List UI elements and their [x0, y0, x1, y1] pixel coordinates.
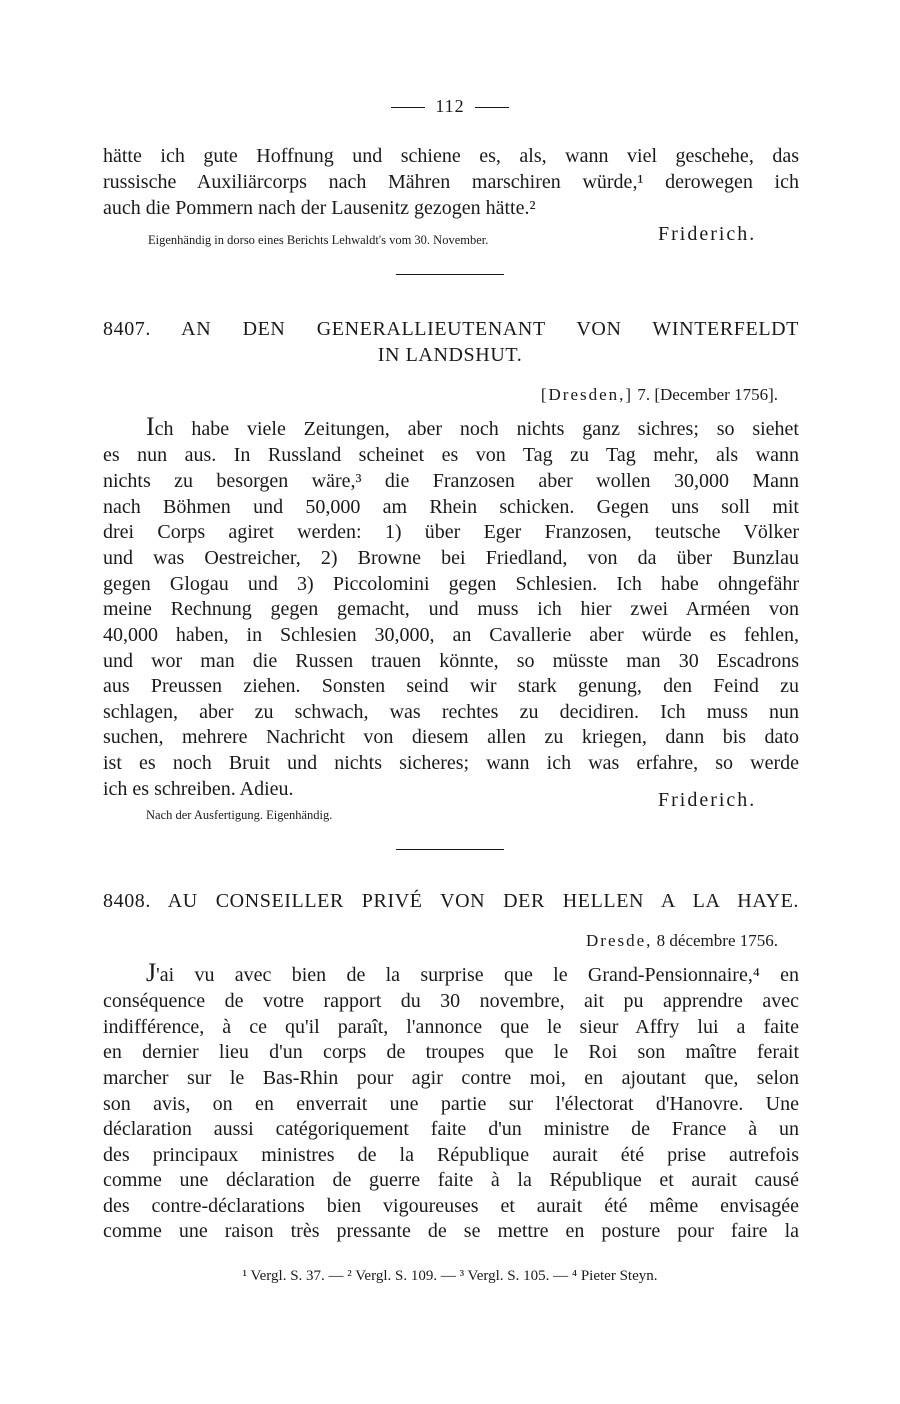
- text-line: hätte ich gute Hoffnung und schiene es, als, wann viel geschehe, das: [103, 145, 799, 167]
- text-line: und was Oestreicher, 2) Browne bei Friedland, von da über Bunzlau: [103, 547, 799, 569]
- text-line: ich es schreiben. Adieu.: [103, 778, 294, 800]
- text-line: ist es noch Bruit und nichts sicheres; wann ich was erfahre, so werde: [103, 752, 799, 774]
- text-line: nichts zu besorgen wäre,³ die Franzosen aber wollen 30,000 Mann: [103, 470, 799, 492]
- text-line: und wor man die Russen trauen könnte, so müsste man 30 Escadrons: [103, 650, 799, 672]
- text-line: 40,000 haben, in Schlesien 30,000, an Cavallerie aber würde es fehlen,: [103, 624, 799, 646]
- text-line: suchen, mehrere Nachricht von diesem allen zu kriegen, dann bis dato: [103, 726, 799, 748]
- first-line: [146, 412, 799, 442]
- source-note: Eigenhändig in dorso eines Berichts Lehwaldt's vom 30. November.: [148, 233, 489, 247]
- page-number: 112: [435, 96, 465, 116]
- text-line: des contre-déclarations bien vigoureuses et aurait été même envisagée: [103, 1195, 799, 1217]
- letter-heading-line2: IN LANDSHUT.: [377, 344, 523, 366]
- text-line: nach Böhmen und 50,000 am Rhein schicken. Gegen uns soll mit: [103, 496, 799, 518]
- letter-heading: 8407. AN DEN GENERALLIEUTENANT VON WINTERFELDT: [103, 318, 799, 340]
- date-place: [Dresden,]: [540, 385, 634, 404]
- date-text: 8 décembre 1756.: [656, 931, 778, 950]
- text-line: auch die Pommern nach der Lausenitz gezogen hätte.²: [103, 197, 536, 219]
- text-line: gegen Glogau und 3) Piccolomini gegen Schlesien. Ich habe ohngefähr: [103, 573, 799, 595]
- signature: Friderich.: [658, 223, 757, 245]
- date-text: 7. [December 1756].: [637, 385, 778, 404]
- text-line: des principaux ministres de la République aurait été prise autrefois: [103, 1144, 799, 1166]
- initial-letter: I: [146, 412, 155, 441]
- footnotes: ¹ Vergl. S. 37. — ² Vergl. S. 109. — ³ Vergl. S. 105. — ⁴ Pieter Steyn.: [242, 1268, 658, 1284]
- text-line: drei Corps agiret werden: 1) über Eger Franzosen, teutsche Völker: [103, 521, 799, 543]
- text-line: es nun aus. In Russland scheinet es von Tag zu Tag mehr, als wann: [103, 444, 799, 466]
- text-line: russische Auxiliärcorps nach Mähren marschiren würde,¹ derowegen ich: [103, 171, 799, 193]
- text-line: en dernier lieu d'un corps de troupes que le Roi son maître ferait: [103, 1041, 799, 1063]
- text-line: aus Preussen ziehen. Sonsten seind wir stark genung, den Feind zu: [103, 675, 799, 697]
- source-note: Nach der Ausfertigung. Eigenhändig.: [146, 808, 333, 822]
- dateline: [541, 385, 778, 405]
- first-line-text: ch habe viele Zeitungen, aber noch nichts ganz sichres; so siehet: [154, 418, 799, 440]
- dateline: [586, 931, 778, 951]
- text-line: son avis, on en enverrait une partie sur l'électorat d'Hanovre. Une: [103, 1093, 799, 1115]
- first-line: [146, 958, 799, 988]
- first-line-text: 'ai vu avec bien de la surprise que le Grand-Pensionnaire,⁴ en: [156, 964, 799, 986]
- header-dash-right: [475, 107, 509, 108]
- text-line: comme une raison très pressante de se mettre en posture pour faire la: [103, 1220, 799, 1242]
- letter-heading: 8408. AU CONSEILLER PRIVÉ VON DER HELLEN A LA HAYE.: [103, 890, 799, 912]
- date-place: Dresde,: [586, 931, 653, 950]
- initial-letter: J: [146, 958, 157, 987]
- page-header: [0, 96, 900, 117]
- text-line: conséquence de votre rapport du 30 novembre, ait pu apprendre avec: [103, 990, 799, 1012]
- header-dash-left: [391, 107, 425, 108]
- text-line: meine Rechnung gegen gemacht, und muss ich hier zwei Arméen von: [103, 598, 799, 620]
- text-line: schlagen, aber zu schwach, was rechtes zu decidiren. Ich muss nun: [103, 701, 799, 723]
- text-line: marcher sur le Bas-Rhin pour agir contre moi, en ajoutant que, selon: [103, 1067, 799, 1089]
- signature: Friderich.: [658, 789, 757, 811]
- section-divider: [396, 274, 504, 275]
- text-line: comme une déclaration de guerre faite à la République et aurait causé: [103, 1169, 799, 1191]
- section-divider: [396, 849, 504, 850]
- text-line: indifférence, à ce qu'il paraît, l'annonce que le sieur Affry lui a faite: [103, 1016, 799, 1038]
- text-line: déclaration aussi catégoriquement faite d'un ministre de France à un: [103, 1118, 799, 1140]
